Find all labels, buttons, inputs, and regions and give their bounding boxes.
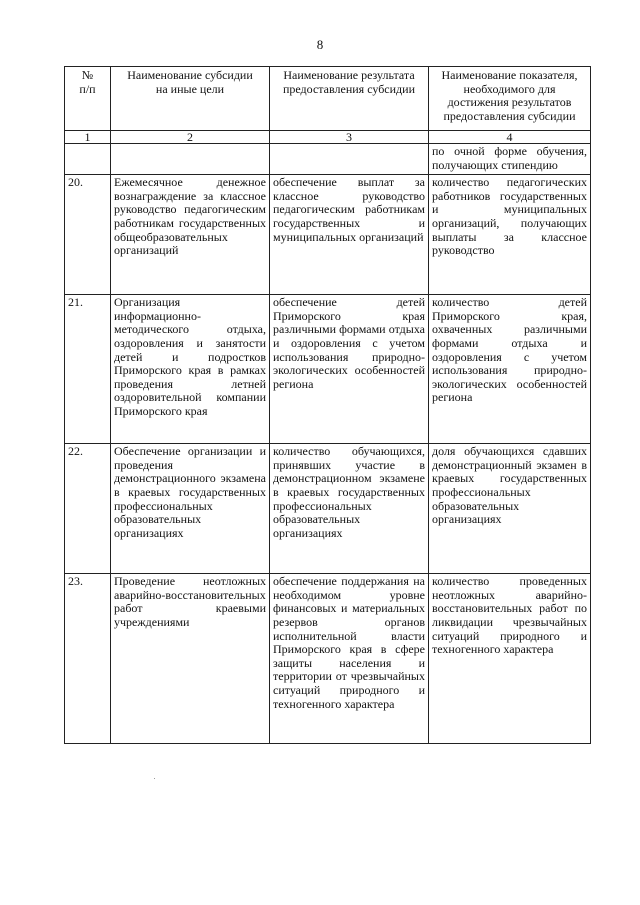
result-cell: количество обучающихся, принявших участие в демонстрационном экзамене в краевых государственных профессиональных образовательных организациях [270, 444, 429, 574]
header-indicator-name: Наименование показателя, необходимого для достижения результатов предоставления субсидии [429, 67, 591, 131]
column-index: 3 [270, 131, 429, 144]
table-cell [111, 144, 270, 175]
column-index: 2 [111, 131, 270, 144]
subsidy-name-cell: Проведение неотложных аварийно-восстановительных работ краевыми учреждениями [111, 574, 270, 744]
row-number: 23. [65, 574, 111, 744]
column-index: 4 [429, 131, 591, 144]
scan-speck [154, 778, 155, 779]
column-index: 1 [65, 131, 111, 144]
table-cell [270, 144, 429, 175]
table-cell-indicator: по очной форме обучения, получающих стипендию [429, 144, 591, 175]
result-cell: обеспечение поддержания на необходимом уровне финансовых и материальных резервов органов исполнительной власти Приморского края в сфере защиты населения и территории от чрезвычайных ситуаций природного и техногенного характера [270, 574, 429, 744]
page-number: 8 [316, 37, 324, 52]
table-cell [65, 144, 111, 175]
subsidy-table [64, 66, 591, 744]
table-row [65, 444, 591, 574]
indicator-cell: доля обучающихся сдавших демонстрационный экзамен в краевых государственных профессиональных образовательных организациях [429, 444, 591, 574]
header-number: № п/п [65, 67, 111, 131]
table-row [65, 574, 591, 744]
table-row-continuation [65, 144, 591, 175]
indicator-cell: количество проведенных неотложных аварийно-восстановительных работ по ликвидации чрезвычайных ситуаций природного и техногенного характера [429, 574, 591, 744]
row-number: 22. [65, 444, 111, 574]
row-number: 21. [65, 295, 111, 444]
subsidy-name-cell: Ежемесячное денежное вознаграждение за классное руководство педагогическим работникам государственных общеобразовательных организаций [111, 175, 270, 295]
subsidy-name-cell: Обеспечение организации и проведения демонстрационного экзамена в краевых государственных профессиональных образовательных организациях [111, 444, 270, 574]
table-row [65, 295, 591, 444]
row-number: 20. [65, 175, 111, 295]
header-subsidy-name: Наименование субсидии на иные цели [111, 67, 270, 131]
table-header-row [65, 67, 591, 131]
indicator-cell: количество педагогических работников государственных и муниципальных организаций, получающих выплаты за классное руководство [429, 175, 591, 295]
result-cell: обеспечение детей Приморского края различными формами отдыха и оздоровления с учетом использования природно-экологических особенностей региона [270, 295, 429, 444]
header-result-name: Наименование результата предоставления субсидии [270, 67, 429, 131]
subsidy-name-cell: Организация информационно-методического отдыха, оздоровления и занятости детей и подростков Приморского края в рамках проведения летней оздоровительной компании Приморского края [111, 295, 270, 444]
result-cell: обеспечение выплат за классное руководство педагогическим работникам государственных и муниципальных организаций [270, 175, 429, 295]
table-row [65, 175, 591, 295]
column-index-row [65, 131, 591, 144]
indicator-cell: количество детей Приморского края, охваченных различными формами отдыха и оздоровления с учетом использования природно-экологических особенностей региона [429, 295, 591, 444]
